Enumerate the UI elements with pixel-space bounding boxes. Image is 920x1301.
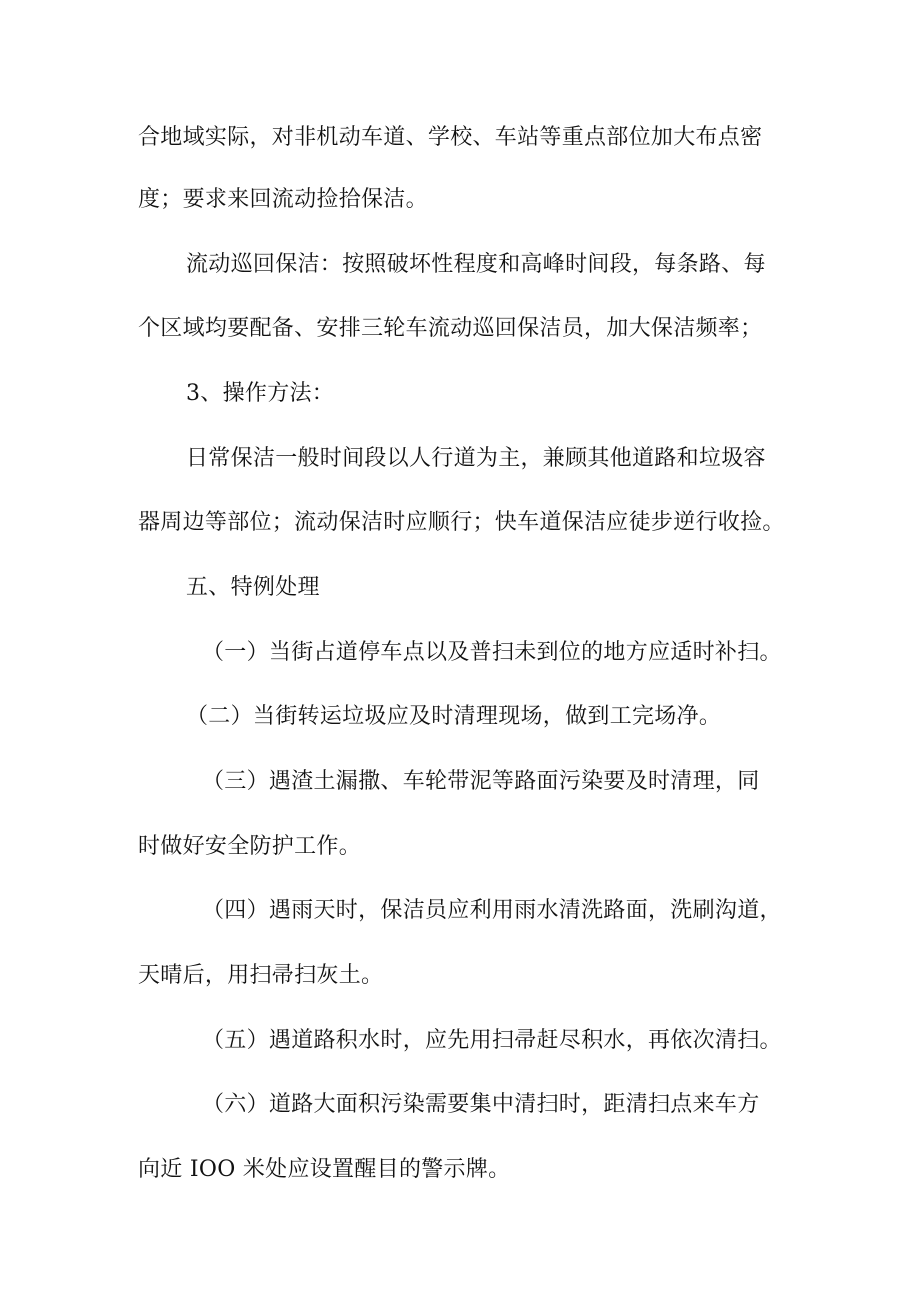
list-item: （二）当街转运垃圾应及时清理现场，做到工完场净。 bbox=[186, 704, 722, 729]
list-item: （四）遇雨天时，保洁员应利用雨水清洗路面，洗刷沟道， bbox=[202, 898, 782, 923]
list-item-continuation: 天晴后，用扫帚扫灰土。 bbox=[138, 963, 384, 988]
section-heading: 3、操作方法： bbox=[186, 381, 335, 406]
paragraph-line: 器周边等部位；流动保洁时应顺行；快车道保洁应徒步逆行收捡。 bbox=[138, 510, 785, 535]
list-item-continuation: 向近 IOO 米处应设置醒目的警示牌。 bbox=[138, 1157, 511, 1182]
paragraph-line: 流动巡回保洁：按照破坏性程度和高峰时间段，每条路、每 bbox=[186, 252, 766, 277]
list-item: （三）遇渣土漏撒、车轮带泥等路面污染要及时清理，同 bbox=[202, 769, 760, 794]
section-heading: 五、特例处理 bbox=[186, 575, 320, 600]
paragraph-line: 度；要求来回流动捡拾保洁。 bbox=[138, 187, 428, 212]
list-item: （六）道路大面积污染需要集中清扫时，距清扫点来车方 bbox=[202, 1092, 760, 1117]
paragraph-line: 日常保洁一般时间段以人行道为主，兼顾其他道路和垃圾容 bbox=[186, 446, 766, 471]
paragraph-line: 个区域均要配备、安排三轮车流动巡回保洁员，加大保洁频率； bbox=[138, 316, 763, 341]
paragraph-line: 合地域实际，对非机动车道、学校、车站等重点部位加大布点密 bbox=[138, 125, 763, 150]
list-item: （一）当街占道停车点以及普扫未到位的地方应适时补扫。 bbox=[202, 640, 782, 665]
list-item: （五）遇道路积水时，应先用扫帚赶尽积水，再依次清扫。 bbox=[202, 1028, 782, 1053]
list-item-continuation: 时做好安全防护工作。 bbox=[138, 834, 362, 859]
